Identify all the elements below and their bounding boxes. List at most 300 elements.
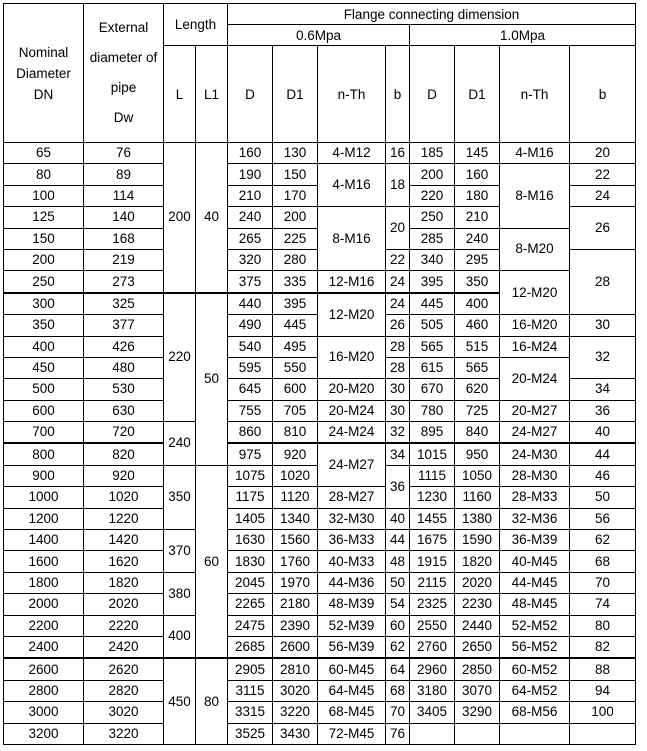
cell-p10-b: 100 [570, 702, 636, 723]
cell-p06-b: 62 [386, 636, 410, 658]
cell-L-groups: 450 [164, 658, 196, 744]
cell-p06-D: 2265 [228, 594, 273, 615]
cell-p10-b: 20 [570, 143, 636, 164]
cell-dw: 426 [84, 336, 164, 357]
cell-p06-D1: 550 [273, 357, 318, 378]
cell-p06-b: 24 [386, 271, 410, 293]
cell-p10-nTh: 24-M30 [500, 443, 570, 465]
cell-dw: 2820 [84, 680, 164, 701]
cell-p06-nTh: 56-M39 [318, 636, 386, 658]
cell-p06-D: 440 [228, 293, 273, 315]
cell-dw: 480 [84, 357, 164, 378]
header-nominal-diameter: Nominal Diameter DN [4, 4, 84, 143]
cell-p10-D: 1455 [410, 508, 455, 529]
cell-p06-b: 34 [386, 443, 410, 465]
cell-p06-D: 540 [228, 336, 273, 357]
cell-dw: 530 [84, 379, 164, 400]
cell-dn: 600 [4, 400, 84, 421]
header-b-06: b [386, 46, 410, 143]
cell-p10-D1: 2230 [455, 594, 500, 615]
cell-dn: 800 [4, 443, 84, 465]
cell-p10-D1: 515 [455, 336, 500, 357]
cell-p10-b: 44 [570, 443, 636, 465]
cell-p10-nTh: 8-M20 [500, 228, 570, 271]
cell-p06-D: 240 [228, 207, 273, 228]
cell-p06-b: 30 [386, 379, 410, 400]
cell-L-groups: 200 [164, 143, 196, 293]
cell-p06-nTh: 20-M24 [318, 400, 386, 421]
cell-p06-D: 2475 [228, 615, 273, 636]
cell-p06-D1: 1340 [273, 508, 318, 529]
cell-p10-D: 670 [410, 379, 455, 400]
cell-p10-D1 [455, 723, 500, 744]
cell-p06-D: 320 [228, 249, 273, 270]
cell-p10-D: 3405 [410, 702, 455, 723]
cell-dn: 350 [4, 315, 84, 336]
cell-p10-D: 340 [410, 249, 455, 270]
cell-dw: 820 [84, 443, 164, 465]
cell-L1-groups: 50 [196, 293, 228, 466]
cell-p10-b: 26 [570, 207, 636, 250]
cell-dw: 168 [84, 228, 164, 249]
cell-p10-D1: 180 [455, 185, 500, 206]
table-row [4, 422, 636, 444]
cell-p06-D: 755 [228, 400, 273, 421]
table-row [4, 658, 636, 680]
cell-p06-b: 60 [386, 615, 410, 636]
cell-p06-D: 3115 [228, 680, 273, 701]
cell-p10-D1: 2440 [455, 615, 500, 636]
cell-p10-b: 74 [570, 594, 636, 615]
cell-p10-D: 445 [410, 293, 455, 315]
cell-p06-D1: 1120 [273, 487, 318, 508]
cell-p06-nTh: 4-M12 [318, 143, 386, 164]
cell-p06-nTh: 36-M33 [318, 530, 386, 551]
cell-L-groups: 220 [164, 293, 196, 422]
cell-p06-nTh: 12-M20 [318, 293, 386, 336]
cell-p10-D1: 2850 [455, 658, 500, 680]
table-body [4, 143, 636, 745]
table-row [4, 702, 636, 723]
cell-p10-nTh: 28-M30 [500, 465, 570, 486]
cell-dw: 3220 [84, 723, 164, 744]
cell-p10-b: 22 [570, 164, 636, 185]
cell-dw: 140 [84, 207, 164, 228]
cell-dw: 114 [84, 185, 164, 206]
cell-p10-b: 88 [570, 658, 636, 680]
cell-L-groups: 380 [164, 572, 196, 615]
cell-p06-D1: 2390 [273, 615, 318, 636]
cell-p10-D1: 1820 [455, 551, 500, 572]
cell-p06-b: 32 [386, 422, 410, 444]
cell-dn: 200 [4, 249, 84, 270]
cell-p06-D1: 1970 [273, 572, 318, 593]
cell-p10-nTh: 28-M33 [500, 487, 570, 508]
table-row [4, 143, 636, 164]
cell-dn: 2600 [4, 658, 84, 680]
cell-p10-b: 62 [570, 530, 636, 551]
cell-p10-b: 70 [570, 572, 636, 593]
cell-p10-D1: 840 [455, 422, 500, 444]
cell-p10-nTh: 20-M24 [500, 357, 570, 400]
cell-p06-D: 3525 [228, 723, 273, 744]
table-row [4, 443, 636, 465]
cell-p06-b: 36 [386, 465, 410, 508]
cell-p06-b: 76 [386, 723, 410, 744]
cell-p10-D: 2550 [410, 615, 455, 636]
cell-p10-D1: 460 [455, 315, 500, 336]
cell-p06-D: 3315 [228, 702, 273, 723]
cell-p10-b: 28 [570, 249, 636, 314]
table-row [4, 594, 636, 615]
cell-p10-D1: 620 [455, 379, 500, 400]
cell-p06-b: 44 [386, 530, 410, 551]
cell-p06-D1: 1020 [273, 465, 318, 486]
table-row [4, 271, 636, 293]
cell-dw: 3020 [84, 702, 164, 723]
table-row [4, 636, 636, 658]
header-external-diameter: External diameter of pipe Dw [84, 4, 164, 143]
cell-p06-nTh: 8-M16 [318, 207, 386, 271]
cell-p10-D1: 145 [455, 143, 500, 164]
cell-p10-b: 82 [570, 636, 636, 658]
cell-p06-D1: 170 [273, 185, 318, 206]
cell-p06-D1: 1560 [273, 530, 318, 551]
cell-p10-D [410, 723, 455, 744]
cell-p06-b: 48 [386, 551, 410, 572]
cell-p06-nTh: 20-M20 [318, 379, 386, 400]
cell-p06-nTh: 60-M45 [318, 658, 386, 680]
cell-p06-D1: 150 [273, 164, 318, 185]
cell-dn: 500 [4, 379, 84, 400]
cell-p06-nTh: 68-M45 [318, 702, 386, 723]
cell-p06-b: 22 [386, 249, 410, 270]
cell-p10-nTh: 16-M20 [500, 315, 570, 336]
table-row [4, 164, 636, 185]
cell-dn: 150 [4, 228, 84, 249]
cell-p10-nTh: 24-M27 [500, 422, 570, 444]
cell-dn: 450 [4, 357, 84, 378]
cell-dn: 2200 [4, 615, 84, 636]
cell-p10-D: 505 [410, 315, 455, 336]
cell-p10-D: 1115 [410, 465, 455, 486]
cell-p10-b [570, 723, 636, 744]
cell-dw: 1020 [84, 487, 164, 508]
cell-p06-D: 595 [228, 357, 273, 378]
cell-dn: 2800 [4, 680, 84, 701]
cell-p10-D1: 1160 [455, 487, 500, 508]
cell-p06-D1: 335 [273, 271, 318, 293]
cell-p06-D: 645 [228, 379, 273, 400]
cell-p06-D1: 2600 [273, 636, 318, 658]
cell-dn: 700 [4, 422, 84, 444]
cell-p10-b: 68 [570, 551, 636, 572]
cell-dn: 2400 [4, 636, 84, 658]
cell-p06-nTh: 44-M36 [318, 572, 386, 593]
cell-dn: 400 [4, 336, 84, 357]
header-nTh-10: n-Th [500, 46, 570, 143]
cell-p06-nTh: 32-M30 [318, 508, 386, 529]
cell-L-groups: 240 [164, 422, 196, 466]
cell-L1-groups: 40 [196, 143, 228, 293]
header-D1-10: D1 [455, 46, 500, 143]
cell-p06-b: 20 [386, 207, 410, 250]
cell-dw: 219 [84, 249, 164, 270]
cell-p10-b: 40 [570, 422, 636, 444]
cell-p06-D1: 445 [273, 315, 318, 336]
cell-p10-nTh: 40-M45 [500, 551, 570, 572]
cell-p06-D: 375 [228, 271, 273, 293]
cell-p10-nTh: 44-M45 [500, 572, 570, 593]
cell-p10-b: 24 [570, 185, 636, 206]
header-flange-dimension: Flange connecting dimension [228, 4, 636, 25]
table-row [4, 400, 636, 421]
cell-p06-nTh: 48-M39 [318, 594, 386, 615]
cell-p06-D: 210 [228, 185, 273, 206]
cell-p10-b: 30 [570, 315, 636, 336]
cell-p10-D: 615 [410, 357, 455, 378]
cell-p06-D: 1405 [228, 508, 273, 529]
cell-p10-D1: 1380 [455, 508, 500, 529]
cell-p06-nTh: 64-M45 [318, 680, 386, 701]
table-row [4, 723, 636, 744]
cell-p06-b: 24 [386, 293, 410, 315]
cell-dn: 80 [4, 164, 84, 185]
cell-p06-D1: 2180 [273, 594, 318, 615]
cell-p10-nTh: 36-M39 [500, 530, 570, 551]
cell-p06-D1: 1760 [273, 551, 318, 572]
cell-dw: 377 [84, 315, 164, 336]
cell-p10-D: 1230 [410, 487, 455, 508]
cell-dn: 100 [4, 185, 84, 206]
cell-p10-D1: 210 [455, 207, 500, 228]
cell-dn: 1000 [4, 487, 84, 508]
cell-p06-b: 16 [386, 143, 410, 164]
cell-L1-groups: 80 [196, 658, 228, 744]
cell-dw: 1820 [84, 572, 164, 593]
cell-dw: 1220 [84, 508, 164, 529]
cell-p10-nTh: 68-M56 [500, 702, 570, 723]
cell-p06-D: 1075 [228, 465, 273, 486]
table-row [4, 508, 636, 529]
cell-p06-b: 18 [386, 164, 410, 207]
table-row [4, 551, 636, 572]
cell-p10-nTh: 64-M52 [500, 680, 570, 701]
header-D1-06: D1 [273, 46, 318, 143]
cell-p06-nTh: 12-M16 [318, 271, 386, 293]
cell-p10-nTh: 52-M52 [500, 615, 570, 636]
cell-dw: 720 [84, 422, 164, 444]
cell-p06-nTh: 24-M24 [318, 422, 386, 444]
cell-p06-D1: 600 [273, 379, 318, 400]
cell-p10-nTh [500, 723, 570, 744]
cell-p06-b: 70 [386, 702, 410, 723]
cell-p10-D: 2960 [410, 658, 455, 680]
cell-L-groups: 350 [164, 465, 196, 529]
cell-p06-nTh: 24-M27 [318, 443, 386, 486]
cell-p06-b: 30 [386, 400, 410, 421]
cell-p10-D1: 725 [455, 400, 500, 421]
cell-dn: 125 [4, 207, 84, 228]
cell-p10-nTh: 20-M27 [500, 400, 570, 421]
cell-p06-D1: 705 [273, 400, 318, 421]
cell-dw: 1420 [84, 530, 164, 551]
cell-p10-D: 395 [410, 271, 455, 293]
cell-p10-D: 780 [410, 400, 455, 421]
cell-p10-nTh: 12-M20 [500, 271, 570, 315]
cell-p10-nTh: 48-M45 [500, 594, 570, 615]
header-D-10: D [410, 46, 455, 143]
cell-p10-D: 3180 [410, 680, 455, 701]
cell-L-groups: 400 [164, 615, 196, 658]
cell-p06-D1: 280 [273, 249, 318, 270]
cell-p10-D1: 565 [455, 357, 500, 378]
cell-p06-D1: 225 [273, 228, 318, 249]
cell-dw: 2220 [84, 615, 164, 636]
cell-p10-D: 200 [410, 164, 455, 185]
cell-dn: 900 [4, 465, 84, 486]
cell-p10-D1: 950 [455, 443, 500, 465]
cell-p06-D: 860 [228, 422, 273, 444]
cell-p10-D: 220 [410, 185, 455, 206]
cell-dw: 2420 [84, 636, 164, 658]
cell-p10-D1: 350 [455, 271, 500, 293]
cell-p10-nTh: 56-M52 [500, 636, 570, 658]
header-pressure-06: 0.6Mpa [228, 25, 410, 46]
cell-dw: 325 [84, 293, 164, 315]
cell-p10-nTh: 16-M24 [500, 336, 570, 357]
cell-dn: 1600 [4, 551, 84, 572]
cell-p10-D1: 240 [455, 228, 500, 249]
table-row [4, 530, 636, 551]
cell-dn: 65 [4, 143, 84, 164]
header-length: Length [164, 4, 228, 46]
cell-p10-nTh: 8-M16 [500, 164, 570, 228]
cell-p06-D1: 130 [273, 143, 318, 164]
cell-p06-nTh: 28-M27 [318, 487, 386, 508]
cell-p10-D1: 160 [455, 164, 500, 185]
cell-p10-D: 2325 [410, 594, 455, 615]
cell-p10-nTh: 4-M16 [500, 143, 570, 164]
cell-p10-D: 2115 [410, 572, 455, 593]
cell-p06-b: 50 [386, 572, 410, 593]
cell-p10-D1: 400 [455, 293, 500, 315]
cell-p06-D1: 2810 [273, 658, 318, 680]
cell-p10-b: 34 [570, 379, 636, 400]
cell-dw: 2620 [84, 658, 164, 680]
cell-p06-D1: 200 [273, 207, 318, 228]
cell-p10-D1: 1590 [455, 530, 500, 551]
cell-p10-D: 185 [410, 143, 455, 164]
cell-p06-D1: 810 [273, 422, 318, 444]
cell-p10-D1: 3070 [455, 680, 500, 701]
header-L1: L1 [196, 46, 228, 143]
cell-p06-nTh: 4-M16 [318, 164, 386, 207]
cell-p06-b: 28 [386, 336, 410, 357]
cell-p06-nTh: 40-M33 [318, 551, 386, 572]
cell-p06-b: 28 [386, 357, 410, 378]
cell-dn: 1800 [4, 572, 84, 593]
cell-p06-D: 2045 [228, 572, 273, 593]
cell-dw: 76 [84, 143, 164, 164]
cell-p06-b: 40 [386, 508, 410, 529]
cell-p06-D: 2905 [228, 658, 273, 680]
cell-p10-b: 50 [570, 487, 636, 508]
cell-p06-D1: 495 [273, 336, 318, 357]
cell-dw: 630 [84, 400, 164, 421]
cell-p06-b: 26 [386, 315, 410, 336]
cell-p06-D1: 3430 [273, 723, 318, 744]
cell-p06-D: 1630 [228, 530, 273, 551]
table-row [4, 615, 636, 636]
cell-dn: 300 [4, 293, 84, 315]
cell-dw: 1620 [84, 551, 164, 572]
cell-dw: 2020 [84, 594, 164, 615]
cell-dn: 3200 [4, 723, 84, 744]
cell-dw: 89 [84, 164, 164, 185]
cell-p06-D: 190 [228, 164, 273, 185]
cell-p10-b: 80 [570, 615, 636, 636]
cell-p06-D: 975 [228, 443, 273, 465]
cell-p06-D1: 3020 [273, 680, 318, 701]
cell-p06-nTh: 16-M20 [318, 336, 386, 379]
cell-p10-D1: 2020 [455, 572, 500, 593]
cell-p10-nTh: 60-M52 [500, 658, 570, 680]
cell-p06-D: 1175 [228, 487, 273, 508]
cell-p06-D1: 395 [273, 293, 318, 315]
cell-dw: 920 [84, 465, 164, 486]
table-row [4, 680, 636, 701]
cell-p06-D: 490 [228, 315, 273, 336]
header-D-06: D [228, 46, 273, 143]
cell-dn: 3000 [4, 702, 84, 723]
cell-p10-D: 2760 [410, 636, 455, 658]
header-pressure-10: 1.0Mpa [410, 25, 636, 46]
cell-p10-D: 565 [410, 336, 455, 357]
cell-dn: 1400 [4, 530, 84, 551]
cell-dn: 2000 [4, 594, 84, 615]
cell-L-groups: 370 [164, 530, 196, 573]
cell-p10-nTh: 32-M36 [500, 508, 570, 529]
table-row [4, 572, 636, 593]
table-row [4, 336, 636, 357]
cell-L1-groups: 60 [196, 465, 228, 658]
cell-p06-D: 2685 [228, 636, 273, 658]
cell-p10-D1: 1050 [455, 465, 500, 486]
cell-p10-b: 32 [570, 336, 636, 379]
cell-p06-nTh: 52-M39 [318, 615, 386, 636]
cell-p10-D: 250 [410, 207, 455, 228]
cell-p06-D1: 920 [273, 443, 318, 465]
cell-p10-D1: 2650 [455, 636, 500, 658]
table-row [4, 487, 636, 508]
cell-p10-D1: 295 [455, 249, 500, 270]
cell-p10-b: 46 [570, 465, 636, 486]
header-L: L [164, 46, 196, 143]
cell-p06-D1: 3220 [273, 702, 318, 723]
cell-p10-D1: 3290 [455, 702, 500, 723]
cell-p10-D: 1015 [410, 443, 455, 465]
cell-dn: 1200 [4, 508, 84, 529]
cell-p10-b: 94 [570, 680, 636, 701]
cell-dn: 250 [4, 271, 84, 293]
cell-p10-D: 1915 [410, 551, 455, 572]
cell-p06-b: 68 [386, 680, 410, 701]
cell-p10-b: 56 [570, 508, 636, 529]
header-nTh-06: n-Th [318, 46, 386, 143]
cell-p10-D: 285 [410, 228, 455, 249]
cell-p06-D: 265 [228, 228, 273, 249]
